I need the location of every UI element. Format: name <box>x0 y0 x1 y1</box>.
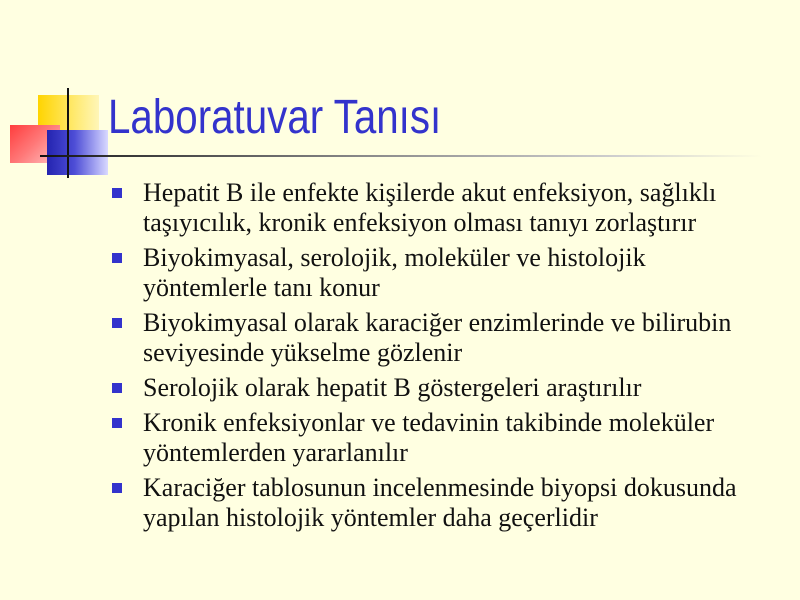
bullet-line: Biyokimyasal olarak karaciğer enzimlerinde ve bilirubin <box>143 308 732 337</box>
bullet-list <box>143 178 737 538</box>
bullet-line: yöntemlerle tanı konur <box>143 273 380 302</box>
bullet-item <box>143 243 737 303</box>
square-bullet-icon <box>112 383 122 393</box>
bullet-line: Hepatit B ile enfekte kişilerde akut enfeksiyon, sağlıklı <box>143 178 717 207</box>
title-underline-rule <box>40 155 762 157</box>
bullet-item <box>143 373 737 403</box>
square-bullet-icon <box>112 483 122 493</box>
bullet-line: taşıyıcılık, kronik enfeksiyon olması tanıyı zorlaştırır <box>143 208 697 237</box>
bullet-line: Serolojik olarak hepatit B göstergeleri araştırılır <box>143 373 642 402</box>
blue-square-decoration <box>47 130 108 175</box>
bullet-line: yöntemlerden yararlanılır <box>143 438 408 467</box>
bullet-item <box>143 473 737 533</box>
bullet-line: Kronik enfeksiyonlar ve tedavinin takibinde moleküler <box>143 408 715 437</box>
square-bullet-icon <box>112 318 122 328</box>
bullet-line: Karaciğer tablosunun incelenmesinde biyopsi dokusunda <box>143 473 737 502</box>
bullet-item <box>143 178 737 238</box>
bullet-line: yapılan histolojik yöntemler daha geçerlidir <box>143 503 598 532</box>
bullet-line: seviyesinde yükselme gözlenir <box>143 338 463 367</box>
vertical-rule-decoration <box>67 88 69 178</box>
square-bullet-icon <box>112 253 122 263</box>
bullet-line: Biyokimyasal, serolojik, moleküler ve histolojik <box>143 243 646 272</box>
slide-title: Laboratuvar Tanısı <box>108 91 442 144</box>
square-bullet-icon <box>112 188 122 198</box>
bullet-item <box>143 408 737 468</box>
square-bullet-icon <box>112 418 122 428</box>
bullet-item <box>143 308 737 368</box>
